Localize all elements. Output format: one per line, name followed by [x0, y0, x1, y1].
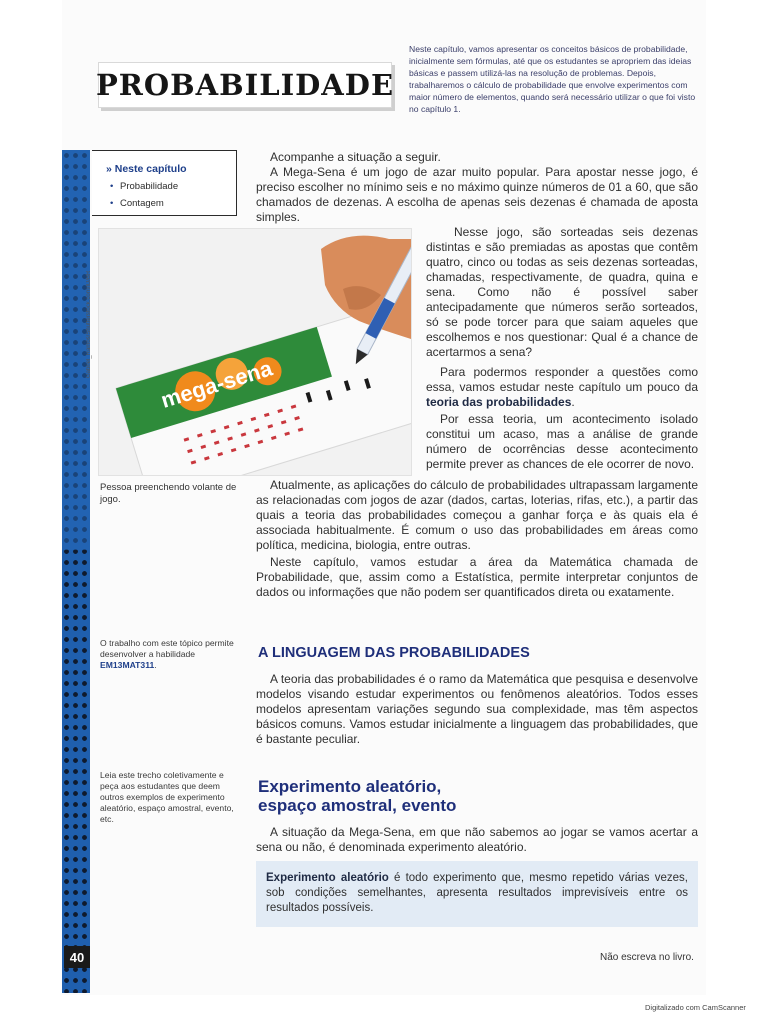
paragraph-intro: Acompanhe a situação a seguir.: [270, 150, 441, 164]
chapter-contents: [92, 150, 237, 216]
ticket-brand: mega-sena: [157, 355, 276, 413]
photo-caption: Pessoa preenchendo volante de jogo.: [100, 482, 237, 505]
term-teoria-probabilidades: teoria das probabilidades: [426, 395, 572, 409]
definition-term: Experimento aleatório: [266, 872, 389, 884]
lottery-photo: [98, 228, 412, 476]
subsection-heading-line-2: espaço amostral, evento: [258, 796, 457, 815]
page-number: 40: [64, 946, 90, 968]
paragraph-situacao: A situação da Mega-Sena, em que não sabemos ao jogar se vamos acertar a sena ou não, é denominada experimento aleatório.: [256, 825, 698, 854]
paragraph-neste-capitulo: Neste capítulo, vamos estudar a área da Matemática chamada de Probabilidade, que, assim como a Estatística, permite interpretar conjuntos de dados ou informações que não podem ser quantificados direta ou exatamente.: [256, 555, 698, 599]
note-habilidade-end: .: [154, 660, 157, 670]
definition-box: [256, 861, 698, 927]
subsection-heading: [258, 777, 456, 815]
note-habilidade-code: EM13MAT311: [100, 660, 155, 670]
photo-credit: Gabriel_Ramos/Shutterstock.com/ID/BR: [86, 270, 92, 378]
chapter-title-box: [95, 62, 395, 108]
toc-item-contagem: • Contagem: [120, 198, 164, 209]
definition-text: [266, 871, 688, 916]
lottery-photo-illustration: [99, 229, 411, 475]
definition-body: é todo experimento que, mesmo repetido várias vezes, sob condições semelhantes, apresenta resultados imprevisíveis entre os resultados possíveis.: [266, 872, 688, 914]
teacher-note-leitura: Leia este trecho coletivamente e peça aos estudantes que deem outros exemplos de experimento aleatório, espaço amostral, evento, etc.: [100, 770, 234, 824]
footer-note: Não escreva no livro.: [600, 952, 694, 963]
paragraph-aplicacoes: Atualmente, as aplicações do cálculo de probabilidades ultrapassam largamente as relacionadas com jogos de azar (dados, cartas, loterias, rifas, etc.), a partir das quais a teoria das probabilidades começou a ganhar força e às quais ela é associada habitualmente. É comum o uso das probabilidades em áreas como política, medicina, biologia, entre outras.: [256, 478, 698, 552]
paragraph-teoria-end: .: [571, 395, 575, 409]
scanner-watermark: Digitalizado com CamScanner: [645, 1003, 746, 1012]
paragraph-teoria-start: Para podermos responder a questões como essa, vamos estudar neste capítulo um pouco da: [426, 365, 698, 394]
chapter-intro: Neste capítulo, vamos apresentar os conceitos básicos de probabilidade, inicialmente sem fórmulas, até que os estudantes se apropriem das ideias básicas e passem utilizá-las na resolução de problemas. Depois, trabalharemos o cálculo de probabilidade que envolve experimentos com maior número de elementos, quando será necessário utilizar o que foi visto no capítulo 1.: [409, 44, 696, 114]
subsection-heading-line-1: Experimento aleatório,: [258, 777, 442, 796]
toc-title: » Neste capítulo: [106, 163, 187, 175]
paragraph-acaso: Por essa teoria, um acontecimento isolado constitui um acaso, mas a análise de grande número de ocorrências desse acontecimento permite prever as chances de ele ocorrer de novo.: [426, 412, 698, 471]
paragraph-teoria: [426, 365, 698, 410]
paragraph-jogo: Nesse jogo, são sorteadas seis dezenas distintas e são premiadas as apostas que contêm quatro, cinco ou todas as seis dezenas sorteadas, chamadas, respectivamente, de quadra, quina e sena. Como não é possível saber antecipadamente que números serão sorteados, só se pode torcer para que saiam aqueles que escolhemos e nos questionar: Qual é a chance de acertarmos a sena?: [426, 225, 698, 359]
teacher-note-habilidade: [100, 638, 240, 671]
section-heading: A LINGUAGEM DAS PROBABILIDADES: [258, 645, 530, 661]
toc-item-probabilidade: • Probabilidade: [120, 181, 178, 192]
paragraph-linguagem: A teoria das probabilidades é o ramo da Matemática que pesquisa e desenvolve modelos visando estudar experimentos ou fenômenos aleatórios. Todos esses modelos apresentam variações segundo sua complexidade, mas têm aspectos básicos comuns. Vamos estudar inicialmente a linguagem das probabilidades, que é bastante peculiar.: [256, 672, 698, 746]
chapter-title: PROBABILIDADE: [95, 68, 395, 102]
note-habilidade-text: O trabalho com este tópico permite desenvolver a habilidade: [100, 638, 234, 659]
paragraph-mega-sena: A Mega-Sena é um jogo de azar muito popular. Para apostar nesse jogo, é preciso escolher no mínimo seis e no máximo quinze números de 01 a 60, que são chamados de dezenas. A escolha de apenas seis dezenas é chamada de aposta simples.: [256, 165, 698, 224]
